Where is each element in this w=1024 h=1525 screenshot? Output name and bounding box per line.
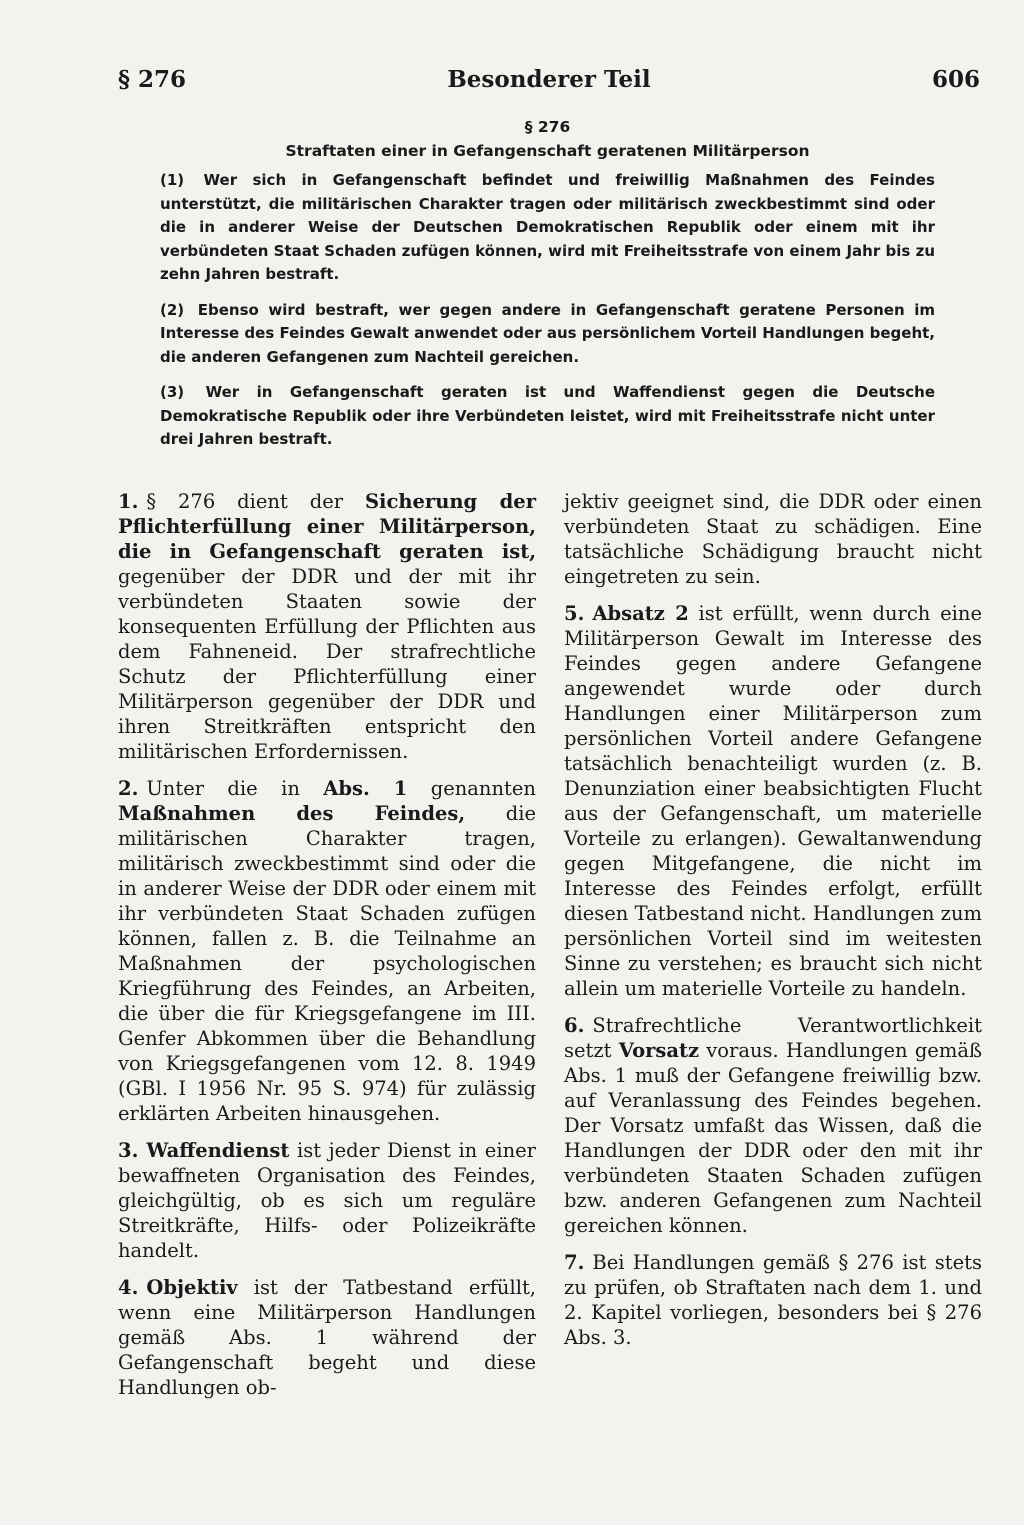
note-4 xyxy=(118,1275,536,1400)
note-text: ist jeder Dienst in einer bewaffneten Organisation des Feindes, gleichgültig, ob es sich um reguläre Streitkräfte, Hilfs- oder Polizeikräfte handelt. xyxy=(118,1139,536,1262)
note-text: Unter die in xyxy=(146,777,324,800)
statute-paragraph-1 xyxy=(160,169,935,287)
note-emphasis: Objektiv xyxy=(146,1276,238,1299)
note-number: 1. xyxy=(118,490,139,513)
note-number: 3. xyxy=(118,1139,139,1162)
note-emphasis: Waffendienst xyxy=(146,1139,290,1162)
note-number: 7. xyxy=(564,1251,585,1274)
right-column xyxy=(564,489,982,1362)
note-6 xyxy=(564,1013,982,1238)
page-number: 606 xyxy=(931,66,980,93)
note-text: genannten xyxy=(407,777,536,800)
note-number: 4. xyxy=(118,1276,139,1299)
note-text: § 276 dient der xyxy=(146,490,365,513)
note-emphasis: Maßnahmen des Feindes, xyxy=(118,802,466,825)
note-text: gegenüber der DDR und der mit ihr verbündeten Staaten sowie der konsequenten Erfüllung der Pflichten aus dem Fahneneid. Der strafrechtliche Schutz der Pflichterfüllung einer Militärperson gegenüber der DDR und ihren Streitkräften entspricht den militärischen Erfordernissen. xyxy=(118,565,536,763)
header-title: Besonderer Teil xyxy=(447,66,651,93)
paragraph-number: (3) xyxy=(160,383,185,401)
paragraph-text: Wer in Gefangenschaft geraten ist und Waffendienst gegen die Deutsche Demokratische Republik oder ihre Verbündeten leistet, wird mit Freiheitsstrafe nicht unter drei Jahren bestraft. xyxy=(160,383,935,448)
note-emphasis: Sicherung der Pflichterfüllung einer Militärperson, die in Gefangenschaft geraten ist, xyxy=(118,490,536,563)
note-text: ist erfüllt, wenn durch eine Militärperson Gewalt im Interesse des Feindes gegen andere Gefangene angewendet wurde oder durch Handlungen einer Militärperson zum persönlichen Vorteil andere Gefangene tatsächlich benachteiligt wurden (z. B. Denunziation einer beabsichtigten Flucht aus der Gefangenschaft, um materielle Vorteile zu erlangen). Gewaltanwendung gegen Mitgefangene, die nicht im Interesse des Feindes erfolgt, erfüllt diesen Tatbestand nicht. Handlungen zum persönlichen Vorteil sind im weitesten Sinne zu verstehen; es braucht sich nicht allein um materielle Vorteile zu handeln. xyxy=(564,602,982,1000)
note-2 xyxy=(118,776,536,1126)
statute-paragraph-2 xyxy=(160,299,935,370)
note-text: voraus. Handlungen gemäß Abs. 1 muß der Gefangene freiwillig bzw. auf Veranlassung des Feindes begehen. Der Vorsatz umfaßt das Wissen, daß die Handlungen der DDR oder den mit ihr verbündeten Staaten Schaden zufügen bzw. anderen Gefangenen zum Nachteil gereichen können. xyxy=(564,1039,982,1237)
paragraph-text: Wer sich in Gefangenschaft befindet und freiwillig Maßnahmen des Feindes unterstützt, die militärischen Charakter tragen oder militärisch zweckbestimmt sind oder die in anderer Weise der Deutschen Demokratischen Republik oder einem mit ihr verbündeten Staat Schaden zufügen können, wird mit Freiheitsstrafe von einem Jahr bis zu zehn Jahren bestraft. xyxy=(160,171,935,283)
statute-number: § 276 xyxy=(524,118,571,136)
statute-title: Straftaten einer in Gefangenschaft geratenen Militärperson xyxy=(285,141,810,160)
note-5 xyxy=(564,601,982,1001)
note-number: 5. xyxy=(564,602,585,625)
note-7 xyxy=(564,1250,982,1350)
statute-paragraph-3 xyxy=(160,381,935,452)
page-header xyxy=(118,66,980,106)
note-1 xyxy=(118,489,536,764)
note-text: Strafrechtliche Verantwortlichkeit setzt xyxy=(564,1014,982,1062)
left-column xyxy=(118,489,536,1412)
statute-text xyxy=(160,116,935,464)
paragraph-text: Ebenso wird bestraft, wer gegen andere in Gefangenschaft geratene Personen im Interesse des Feindes Gewalt anwendet oder aus persönlichem Vorteil Handlungen begeht, die anderen Gefangenen zum Nachteil gereichen. xyxy=(160,300,935,366)
note-number: 6. xyxy=(564,1014,585,1037)
note-4-continued: jektiv geeignet sind, die DDR oder einen verbündeten Staat zu schädigen. Eine tatsächliche Schädigung braucht nicht eingetreten zu sein. xyxy=(564,490,982,588)
note-3 xyxy=(118,1138,536,1263)
note-text: Bei Handlungen gemäß § 276 ist stets zu prüfen, ob Straftaten nach dem 1. und 2. Kapitel vorliegen, besonders bei § 276 Abs. 3. xyxy=(564,1251,982,1349)
header-section: § 276 xyxy=(118,66,187,93)
paragraph-number: (1) xyxy=(160,171,185,189)
note-text: ist der Tatbestand erfüllt, wenn eine Militärperson Handlungen gemäß Abs. 1 während der Gefangenschaft begeht und diese Handlungen ob- xyxy=(118,1276,536,1399)
note-emphasis: Absatz 2 xyxy=(592,602,689,625)
note-text: die militärischen Charakter tragen, militärisch zweckbestimmt sind oder die in anderer Weise der DDR oder einem mit ihr verbündeten Staat Schaden zufügen können, fallen z. B. die Teilnahme an Maßnahmen der psychologischen Kriegführung des Feindes, an Arbeiten, die über die für Kriegsgefangene im III. Genfer Abkommen über die Behandlung von Kriegsgefangenen vom 12. 8. 1949 (GBl. I 1956 Nr. 95 S. 974) für zulässig erklärten Arbeiten hinausgehen. xyxy=(118,802,536,1125)
note-emphasis: Abs. 1 xyxy=(323,777,408,800)
note-number: 2. xyxy=(118,777,139,800)
paragraph-number: (2) xyxy=(160,300,185,319)
note-emphasis: Vorsatz xyxy=(618,1039,700,1062)
